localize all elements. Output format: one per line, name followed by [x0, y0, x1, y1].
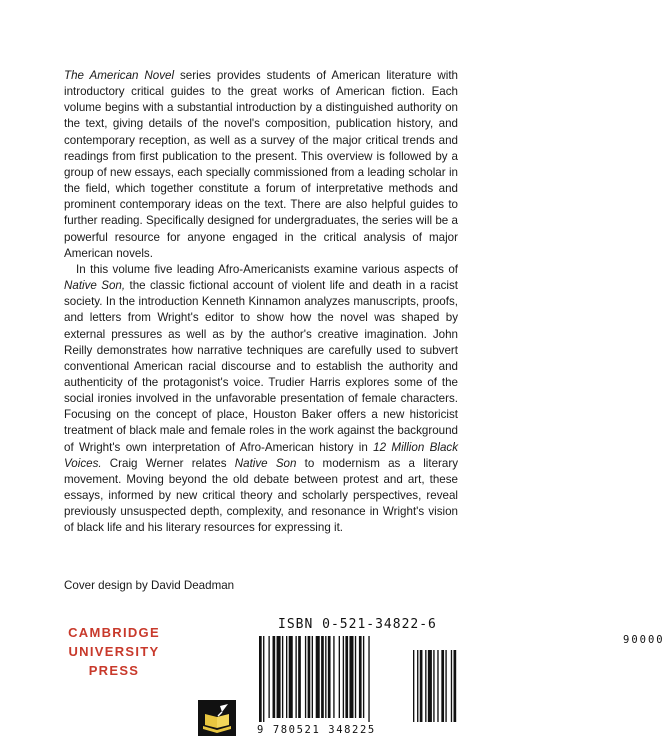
book-title: Native Son	[234, 456, 297, 470]
volume-text: to modernism as a literary movement. Moving beyond the old debate between protest and art, these essays, informed by new critical theory and scholarly perspectives, reveal previously unsuspected depth, complexity, and resonance in Wright's vision of black life and his literary resources for expressing it.	[64, 456, 458, 535]
barcode-addon-bar	[437, 650, 438, 722]
barcode-bar	[325, 636, 326, 718]
barcode-bar	[328, 636, 331, 718]
barcode-addon-bar	[454, 650, 457, 722]
barcode-bar	[308, 636, 311, 718]
barcode-bar	[305, 636, 306, 718]
series-description: series provides students of American literature with introductory critical guides to the great works of American fiction. Each volume begins with a substantial introduction by a distinguished authority on the text, giving details of the novel's composition, publication history, and contemporary reception, as well as a survey of the major critical trends and readings from first publication to the present. This overview is followed by a group of new essays, each specially commissioned from a leading scholar in the field, which together constitute a forum of interpretative methods and prominent contemporary ideas on the text. There are also helpful guides to further reading. Specifically designed for undergraduates, the series will be a powerful resource for anyone engaged in the critical analysis of major American novels.	[64, 69, 458, 260]
publisher-line: UNIVERSITY	[68, 644, 160, 659]
barcode-addon-bar	[441, 650, 444, 722]
publisher-name	[66, 623, 162, 680]
cambridge-logo-icon	[198, 700, 236, 736]
barcode-addon-bar	[420, 650, 423, 722]
barcode-bar	[295, 636, 296, 718]
book-title: Native Son,	[64, 279, 126, 293]
barcode-addon-bar	[413, 650, 414, 722]
barcode-bar	[355, 636, 356, 718]
volume-text: Craig Werner relates	[101, 456, 235, 470]
barcode-addon-bar	[451, 650, 452, 722]
blurb-text	[64, 68, 458, 537]
barcode-bar	[289, 636, 293, 718]
barcode	[257, 634, 665, 744]
barcode-bar	[277, 636, 281, 718]
barcode-bar	[286, 636, 287, 718]
barcode-bar	[316, 636, 320, 718]
barcode-bar	[282, 636, 283, 718]
barcode-bars	[257, 636, 457, 722]
barcode-bar	[268, 636, 269, 718]
barcode-addon-number: 90000	[623, 634, 665, 646]
barcode-bar	[312, 636, 313, 718]
blurb-paragraph-2	[64, 262, 458, 537]
barcode-bar	[263, 636, 264, 722]
barcode-bar	[368, 636, 369, 722]
isbn: ISBN 0-521-34822-6	[278, 617, 437, 632]
publisher-line: CAMBRIDGE	[68, 625, 160, 640]
barcode-addon-bar	[445, 650, 446, 722]
volume-text: the classic fictional account of violent life and death in a racist society. In the introduction Kenneth Kinnamon analyzes manuscripts, proofs, and letters from Wright's editor to show how the novel was shaped by external pressures as well as by the author's creative imagination. John Reilly demonstrates how narrative techniques are carefully used to subvert conventional American racial discourse and to establish the authority and authenticity of the protagonist's voice. Trudier Harris explores some of the social ironies involved in the unfavorable presentation of female characters. Focusing on the concept of place, Houston Baker offers a new historicist treatment of black male and female roles in the work against the background of Wright's own interpretation of Afro-American history in	[64, 279, 458, 454]
barcode-addon-bar	[417, 650, 418, 722]
blurb-paragraph-1	[64, 68, 458, 262]
barcode-bar	[321, 636, 324, 718]
barcode-bar	[339, 636, 340, 718]
barcode-addon-bar	[428, 650, 432, 722]
barcode-bar	[363, 636, 364, 718]
barcode-bar	[359, 636, 362, 718]
publisher-line: PRESS	[88, 663, 140, 678]
barcode-bar	[273, 636, 276, 718]
barcode-bar	[259, 636, 262, 722]
barcode-number: 9 780521 348225	[257, 724, 376, 736]
barcode-addon-bar	[425, 650, 426, 722]
cover-design-credit: Cover design by David Deadman	[64, 579, 235, 592]
barcode-bar	[345, 636, 348, 718]
series-title: The American Novel	[64, 69, 175, 82]
volume-text: In this volume five leading Afro-Americanists examine various aspects of	[76, 262, 458, 276]
book-title: 12 Million Black Voices.	[64, 440, 458, 470]
barcode-bar	[343, 636, 344, 718]
barcode-addon-bar	[433, 650, 434, 722]
barcode-bar	[298, 636, 301, 718]
barcode-bar	[333, 636, 334, 718]
barcode-bar	[349, 636, 353, 718]
